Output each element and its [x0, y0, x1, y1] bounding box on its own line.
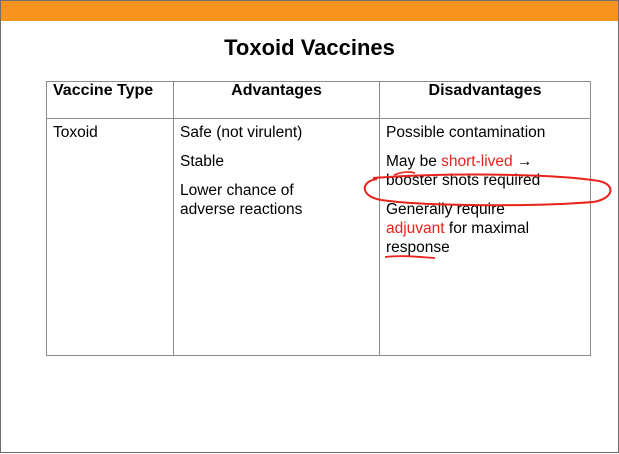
header-vaccine-type: Vaccine Type — [47, 82, 174, 119]
disadvantage-item — [386, 200, 566, 257]
table-header-row — [47, 82, 591, 119]
arrow-text: → — [512, 153, 533, 170]
disadvantage-text: booster shots required — [386, 172, 541, 189]
header-accent-bar — [1, 1, 618, 21]
advantage-item: Stable — [180, 153, 224, 170]
disadvantage-text: Generally require — [386, 201, 505, 218]
highlight-adjuvant: adjuvant — [386, 220, 445, 237]
disadvantage-text: May be — [386, 153, 442, 170]
header-advantages: Advantages — [174, 82, 380, 119]
slide-title: Toxoid Vaccines — [224, 35, 395, 60]
table-row — [47, 119, 591, 356]
disadvantage-item: Possible contamination — [386, 124, 546, 141]
advantage-item: Lower chance of adverse reactions — [180, 182, 303, 218]
cell-disadvantages — [380, 119, 591, 356]
vaccine-table — [46, 81, 591, 356]
cell-advantages — [174, 119, 380, 356]
disadvantage-text: for maximal response — [386, 220, 530, 256]
disadvantage-item — [386, 152, 584, 190]
highlight-short-lived: short-lived — [441, 153, 513, 170]
vaccine-type-text: Toxoid — [53, 124, 98, 141]
cell-vaccine-type — [47, 119, 174, 356]
advantage-item: Safe (not virulent) — [180, 124, 303, 141]
header-disadvantages: Disadvantages — [380, 82, 591, 119]
